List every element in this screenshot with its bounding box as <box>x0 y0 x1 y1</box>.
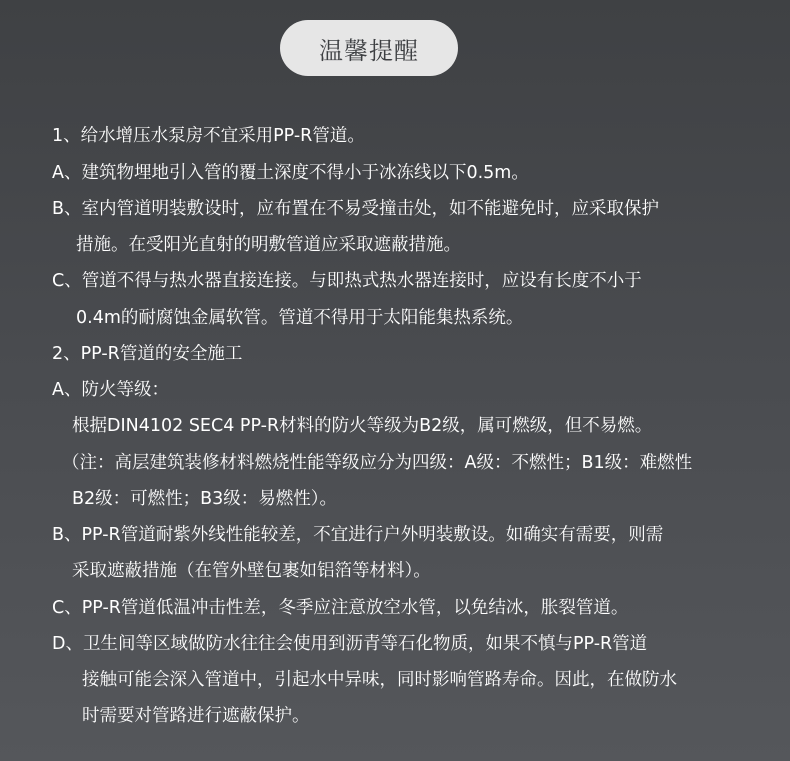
text-line: B、室内管道明装敷设时，应布置在不易受撞击处，如不能避免时，应采取保护 <box>52 199 660 219</box>
text-line: 根据DIN4102 SEC4 PP-R材料的防火等级为B2级，属可燃级，但不易燃。 <box>72 416 653 436</box>
text-line: 2、PP-R管道的安全施工 <box>52 344 243 364</box>
text-line: 采取遮蔽措施（在管外壁包裹如铝箔等材料）。 <box>72 561 431 581</box>
text-line: A、防火等级： <box>52 380 169 400</box>
text-line: 0.4m的耐腐蚀金属软管。管道不得用于太阳能集热系统。 <box>76 308 524 328</box>
text-line: A、建筑物埋地引入管的覆土深度不得小于冰冻线以下0.5m。 <box>52 163 529 183</box>
text-line: D、卫生间等区域做防水往往会使用到沥青等石化物质，如果不慎与PP-R管道 <box>52 634 648 654</box>
page-title: 温馨提醒 <box>319 36 419 65</box>
text-line: 接触可能会深入管道中，引起水中异味，同时影响管路寿命。因此，在做防水 <box>82 670 677 690</box>
text-line: 措施。在受阳光直射的明敷管道应采取遮蔽措施。 <box>76 235 461 255</box>
text-line: C、PP-R管道低温冲击性差，冬季应注意放空水管，以免结冰，胀裂管道。 <box>52 598 629 618</box>
text-line: C、管道不得与热水器直接连接。与即热式热水器连接时，应设有长度不小于 <box>52 271 642 291</box>
text-line: B2级：可燃性；B3级：易燃性）。 <box>72 489 338 509</box>
text-line: （注：高层建筑装修材料燃烧性能等级应分为四级：A级：不燃性；B1级：难燃性 <box>62 453 693 473</box>
title-badge <box>280 20 458 76</box>
text-line: 时需要对管路进行遮蔽保护。 <box>82 706 310 726</box>
text-line: B、PP-R管道耐紫外线性能较差，不宜进行户外明装敷设。如确实有需要，则需 <box>52 525 664 545</box>
text-line: 1、给水增压水泵房不宜采用PP-R管道。 <box>52 126 365 146</box>
